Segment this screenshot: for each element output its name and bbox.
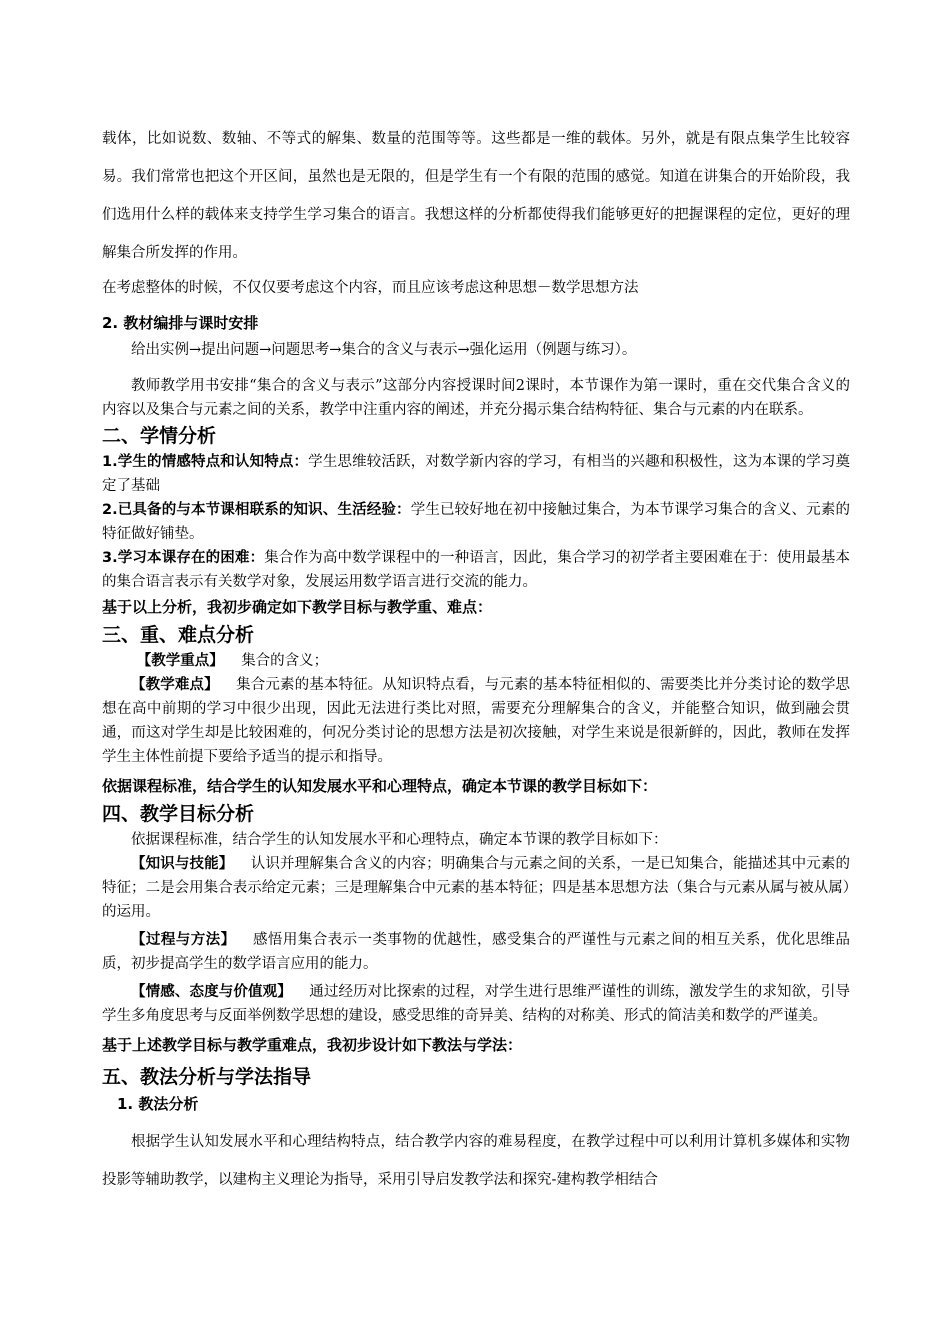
key-point-label: 【教学重点】: [136, 652, 224, 669]
goals-intro: 依据课程标准，结合学生的认知发展水平和心理特点，确定本节课的教学目标如下：: [131, 832, 668, 848]
section-heading-goals: 四、教学目标分析: [102, 803, 255, 825]
section-heading-keypoints: 三、重、难点分析: [102, 624, 255, 646]
student-item-1-label: 1.学生的情感特点和认知特点：: [102, 454, 309, 470]
student-item-2-label: 2.已具备的与本节课相联系的知识、生活经验：: [102, 502, 411, 518]
intro-line: 在考虑整体的时候，不仅仅要考虑这个内容，而且应该考虑这种思想－数学思想方法: [102, 280, 639, 296]
goal-emotion: [102, 980, 850, 1028]
student-item-1: [102, 450, 850, 498]
goal-process-text: 感悟用集合表示一类事物的优越性，感受集合的严谨性与元素之间的相互关系，优化思维品质，初步提高学生的数学语言应用的能力。: [102, 932, 850, 972]
goal-emotion-text: 通过经历对比探索的过程，对学生进行思维严谨性的训练，激发学生的求知欲，引导学生多角度思考与反面举例数学思想的建设，感受思维的奇异美、结构的对称美、形式的简洁美和数学的严谨美。: [102, 984, 850, 1024]
keypoints-conclusion: 依据课程标准，结合学生的认知发展水平和心理特点，确定本节课的教学目标如下：: [102, 777, 658, 795]
intro-paragraph: 载体，比如说数、数轴、不等式的解集、数量的范围等等。这些都是一维的载体。另外，就是有限点集学生比较容易。我们常常也把这个开区间，虽然也是无限的，但是学生有一个有限的范围的感觉。知道在讲集合的开始阶段，我们选用什么样的载体来支持学生学习集合的语言。我想这样的分析都使得我们能够更好的把握课程的定位，更好的理解集合所发挥的作用。: [102, 131, 850, 261]
goal-process: [102, 928, 850, 976]
student-item-3-text: 集合作为高中数学课程中的一种语言，因此，集合学习的初学者主要困难在于：使用最基本的集合语言表示有关数学对象，发展运用数学语言进行交流的能力。: [102, 550, 850, 590]
student-item-1-text: 学生思维较活跃，对数学新内容的学习，有相当的兴趣和积极性，这为本课的学习奠定了基础: [102, 454, 850, 494]
student-item-3-label: 3.学习本课存在的困难：: [102, 550, 265, 566]
difficulty-label: 【教学难点】: [131, 676, 219, 693]
subheading-teaching-method: 1. 教法分析: [117, 1095, 199, 1113]
difficulty-paragraph: [102, 673, 850, 769]
student-conclusion: 基于以上分析，我初步确定如下教学目标与教学重、难点：: [102, 598, 493, 616]
student-item-3: [102, 546, 850, 594]
goal-emotion-label: 【情感、态度与价值观】: [131, 983, 292, 1000]
difficulty-text: 集合元素的基本特征。从知识特点看，与元素的基本特征相似的、需要类比并分类讨论的数学思想在高中前期的学习中很少出现，因此无法进行类比对照，需要充分理解集合的含义，并能整合知识，做到融会贯通，而这对学生却是比较困难的，何况分类讨论的思想方法是初次接触，对学生来说是很新鲜的，因此，教师在发挥学生主体性前提下要给予适当的提示和指导。: [102, 677, 850, 765]
section-heading-textbook: 2. 教材编排与课时安排: [102, 314, 259, 332]
goal-knowledge-text: 认识并理解集合含义的内容；明确集合与元素之间的关系，一是已知集合，能描述其中元素的特征；二是会用集合表示给定元素；三是理解集合中元素的基本特征；四是基本思想方法（集合与元素从属与被从属）的运用。: [102, 856, 851, 920]
document-page: [102, 120, 850, 1199]
student-item-2-text: 学生已较好地在初中接触过集合，为本节课学习集合的含义、元素的特征做好铺垫。: [102, 502, 850, 542]
goals-conclusion: 基于上述教学目标与教学重难点，我初步设计如下教法与学法：: [102, 1036, 523, 1054]
goal-process-label: 【过程与方法】: [131, 931, 236, 948]
section-heading-student: 二、学情分析: [102, 425, 217, 447]
key-point-text: 集合的含义；: [241, 653, 329, 669]
key-point-line: [102, 649, 850, 673]
textbook-paragraph: 教师教学用书安排“集合的含义与表示”这部分内容授课时间2课时，本节课作为第一课时，重在交代集合含义的内容以及集合与元素之间的关系，教学中注重内容的阐述，并充分揭示集合结构特征、集合与元素的内在联系。: [102, 378, 850, 418]
goal-knowledge-label: 【知识与技能】: [131, 855, 234, 872]
section-heading-methods: 五、教法分析与学法指导: [102, 1066, 312, 1088]
student-item-2: [102, 498, 850, 546]
flow-line: 给出实例→提出问题→问题思考→集合的含义与表示→强化运用（例题与练习）。: [131, 342, 637, 358]
teaching-method-paragraph: 根据学生认知发展水平和心理结构特点，结合教学内容的难易程度，在教学过程中可以利用计算机多媒体和实物投影等辅助教学，以建构主义理论为指导，采用引导启发教学法和探究-建构教学相结合: [102, 1134, 850, 1188]
goal-knowledge: [102, 852, 850, 924]
